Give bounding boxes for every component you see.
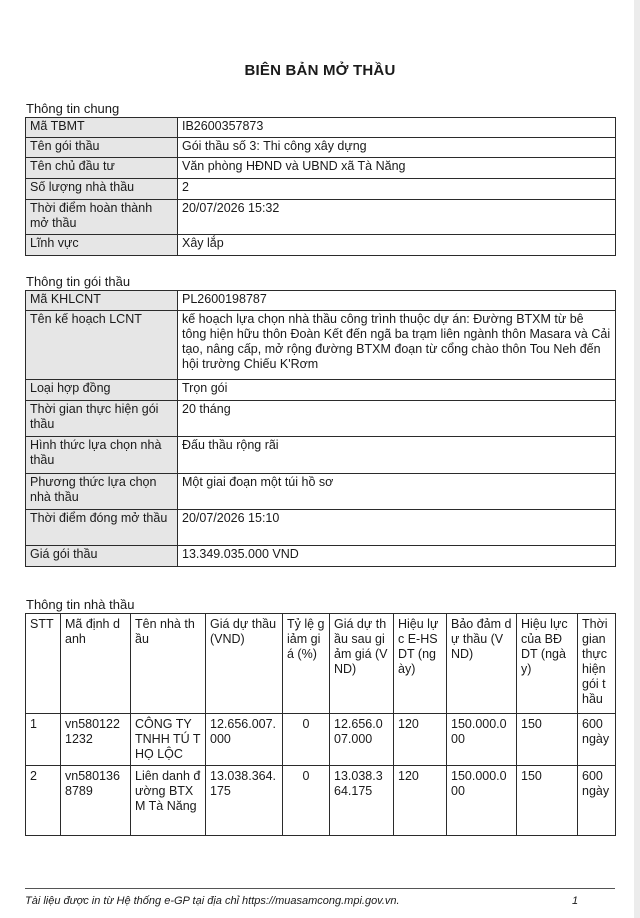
- row-value: Trọn gói: [178, 380, 616, 401]
- package-info-table: [25, 290, 616, 567]
- row-label: Tên chủ đầu tư: [26, 158, 178, 179]
- table-cell: 150.000.000: [447, 714, 517, 766]
- row-value: Gói thầu số 3: Thi công xây dựng: [178, 138, 616, 158]
- column-header: Tên nhà thầu: [131, 614, 206, 714]
- table-cell: 0: [283, 714, 330, 766]
- row-label: Thời gian thực hiện gói thầu: [26, 401, 178, 437]
- page-edge: [634, 0, 640, 918]
- table-cell: 150: [517, 714, 578, 766]
- row-label: Phương thức lựa chọn nhà thầu: [26, 474, 178, 510]
- table-row: [26, 179, 616, 200]
- page-number: 1: [572, 895, 579, 907]
- row-label: Lĩnh vực: [26, 235, 178, 256]
- row-value: Đấu thầu rộng rãi: [178, 437, 616, 474]
- general-info-table: [25, 117, 616, 256]
- row-label: Số lượng nhà thầu: [26, 179, 178, 200]
- table-cell: vn5801368789: [61, 766, 131, 836]
- row-value: Xây lắp: [178, 235, 616, 256]
- table-row: [26, 138, 616, 158]
- column-header: STT: [26, 614, 61, 714]
- table-row: [26, 235, 616, 256]
- section-contractors-heading: Thông tin nhà thầu: [26, 597, 135, 612]
- column-header: Mã định danh: [61, 614, 131, 714]
- footer-text: Tài liệu được in từ Hệ thống e-GP tại địa chỉ https://muasamcong.mpi.gov.vn.: [25, 895, 400, 907]
- table-cell: 12.656.007.000: [330, 714, 394, 766]
- row-label: Hình thức lựa chọn nhà thầu: [26, 437, 178, 474]
- table-cell: 12.656.007.000: [206, 714, 283, 766]
- column-header: Hiệu lực E-HSDT (ngày): [394, 614, 447, 714]
- table-row: [26, 380, 616, 401]
- row-value: 20/07/2026 15:10: [178, 510, 616, 546]
- column-header: Giá dự thầu sau giảm giá (VND): [330, 614, 394, 714]
- row-label: Loại hợp đồng: [26, 380, 178, 401]
- column-header: Bảo đảm dự thầu (VND): [447, 614, 517, 714]
- table-row: [26, 474, 616, 510]
- table-cell: 13.038.364.175: [330, 766, 394, 836]
- column-header: Giá dự thầu (VND): [206, 614, 283, 714]
- table-cell: 120: [394, 766, 447, 836]
- row-label: Thời điểm hoàn thành mở thầu: [26, 200, 178, 235]
- table-cell: 150.000.000: [447, 766, 517, 836]
- table-cell: 1: [26, 714, 61, 766]
- table-row: [26, 437, 616, 474]
- table-row: [26, 291, 616, 311]
- column-header: Hiệu lực của BĐ DT (ngày): [517, 614, 578, 714]
- table-row: [26, 118, 616, 138]
- row-label: Mã TBMT: [26, 118, 178, 138]
- table-cell: vn5801221232: [61, 714, 131, 766]
- table-cell: 2: [26, 766, 61, 836]
- row-label: Tên gói thầu: [26, 138, 178, 158]
- table-cell: CÔNG TY TNHH TÚ THỌ LỘC: [131, 714, 206, 766]
- table-cell: Liên danh đường BTXM Tà Năng: [131, 766, 206, 836]
- table-row: [26, 401, 616, 437]
- row-value: 13.349.035.000 VND: [178, 546, 616, 567]
- row-value: Một giai đoạn một túi hồ sơ: [178, 474, 616, 510]
- table-cell: 150: [517, 766, 578, 836]
- row-value: Văn phòng HĐND và UBND xã Tà Năng: [178, 158, 616, 179]
- section-package-heading: Thông tin gói thầu: [26, 274, 131, 289]
- table-row: [26, 158, 616, 179]
- column-header: Thời gian thực hiện gói thầu: [578, 614, 616, 714]
- row-value: 20/07/2026 15:32: [178, 200, 616, 235]
- row-value: IB2600357873: [178, 118, 616, 138]
- row-value: 2: [178, 179, 616, 200]
- table-cell: 600 ngày: [578, 714, 616, 766]
- contractors-table: [25, 613, 616, 836]
- table-header-row: [26, 614, 616, 714]
- row-value: PL2600198787: [178, 291, 616, 311]
- table-cell: 13.038.364.175: [206, 766, 283, 836]
- table-row: [26, 200, 616, 235]
- row-label: Giá gói thầu: [26, 546, 178, 567]
- table-row: [26, 311, 616, 380]
- document-title: BIÊN BẢN MỞ THẦU: [244, 62, 396, 79]
- table-cell: 600 ngày: [578, 766, 616, 836]
- row-value: 20 tháng: [178, 401, 616, 437]
- row-value: kế hoạch lựa chọn nhà thầu công trình thuộc dự án: Đường BTXM từ bê tông hiện hữu thôn Đoàn Kết đến ngã ba trạm liên ngành thôn Masara và Cải tạo, nâng cấp, mở rộng đường BTXM đoạn từ cổng chào thôn Tou Neh đến hội trường Chiếu K'Rơm: [178, 311, 616, 380]
- table-row: [26, 546, 616, 567]
- column-header: Tỷ lệ giảm giá (%): [283, 614, 330, 714]
- table-row: [26, 510, 616, 546]
- section-general-heading: Thông tin chung: [26, 101, 120, 116]
- table-cell: 120: [394, 714, 447, 766]
- table-row: [26, 766, 616, 836]
- table-row: [26, 714, 616, 766]
- table-cell: 0: [283, 766, 330, 836]
- row-label: Tên kế hoạch LCNT: [26, 311, 178, 380]
- row-label: Mã KHLCNT: [26, 291, 178, 311]
- footer-divider: [25, 888, 615, 889]
- row-label: Thời điểm đóng mở thầu: [26, 510, 178, 546]
